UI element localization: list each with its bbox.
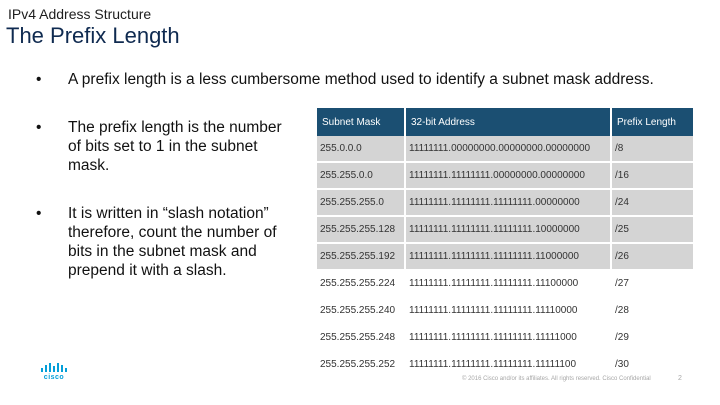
cell-subnet-mask: 255.255.255.224 <box>317 270 405 297</box>
cell-prefix-length: /8 <box>611 136 693 162</box>
cisco-bridge-icon <box>40 362 68 374</box>
cell-32-bit-address: 11111111.11111111.11111111.11000000 <box>405 243 611 270</box>
page-number: 2 <box>678 375 682 382</box>
cell-prefix-length: /30 <box>611 351 693 378</box>
cell-32-bit-address: 11111111.11111111.00000000.00000000 <box>405 162 611 189</box>
bullet-item <box>36 70 696 89</box>
table-row <box>317 189 693 216</box>
cell-32-bit-address: 11111111.11111111.11111111.10000000 <box>405 216 611 243</box>
cell-subnet-mask: 255.255.255.128 <box>317 216 405 243</box>
cell-32-bit-address: 11111111.11111111.11111111.11111100 <box>405 351 611 378</box>
table-row <box>317 216 693 243</box>
cell-subnet-mask: 255.255.255.248 <box>317 324 405 351</box>
bullet-marker: • <box>36 119 42 136</box>
cell-prefix-length: /25 <box>611 216 693 243</box>
bullet-text: It is written in “slash notation” therefore, count the number of bits in the subnet mask and prepend it with a slash. <box>68 205 277 279</box>
bullet-item <box>36 204 298 280</box>
table-header-row <box>317 108 693 136</box>
slide-title: The Prefix Length <box>6 23 180 48</box>
cell-32-bit-address: 11111111.11111111.11111111.00000000 <box>405 189 611 216</box>
cell-prefix-length: /29 <box>611 324 693 351</box>
cisco-logo <box>40 362 68 386</box>
cell-32-bit-address: 11111111.11111111.11111111.11110000 <box>405 297 611 324</box>
cell-32-bit-address: 11111111.11111111.11111111.11111000 <box>405 324 611 351</box>
cell-subnet-mask: 255.255.255.252 <box>317 351 405 378</box>
cell-subnet-mask: 255.255.0.0 <box>317 162 405 189</box>
cell-subnet-mask: 255.255.255.0 <box>317 189 405 216</box>
cell-prefix-length: /28 <box>611 297 693 324</box>
cell-subnet-mask: 255.255.255.240 <box>317 297 405 324</box>
cell-prefix-length: /27 <box>611 270 693 297</box>
cell-prefix-length: /26 <box>611 243 693 270</box>
table-row <box>317 297 693 324</box>
table-row <box>317 270 693 297</box>
cell-32-bit-address: 11111111.11111111.11111111.11100000 <box>405 270 611 297</box>
column-header-32-bit-address: 32-bit Address <box>405 108 611 136</box>
table-row <box>317 351 693 378</box>
table-row <box>317 136 693 162</box>
cell-prefix-length: /24 <box>611 189 693 216</box>
bullet-text: The prefix length is the number of bits set to 1 in the subnet mask. <box>68 119 282 174</box>
copyright-notice: © 2016 Cisco and/or its affiliates. All rights reserved. Cisco Confidential <box>462 376 651 382</box>
column-header-subnet-mask: Subnet Mask <box>317 108 405 136</box>
bullet-item <box>36 118 298 175</box>
prefix-length-table <box>317 108 693 379</box>
table-row <box>317 243 693 270</box>
cell-subnet-mask: 255.0.0.0 <box>317 136 405 162</box>
cisco-wordmark: cisco <box>43 374 65 381</box>
column-header-prefix-length: Prefix Length <box>611 108 693 136</box>
bullet-marker: • <box>36 71 42 88</box>
table-row <box>317 162 693 189</box>
slide-kicker: IPv4 Address Structure <box>8 6 152 22</box>
table-row <box>317 324 693 351</box>
bullet-text: A prefix length is a less cumbersome method used to identify a subnet mask address. <box>68 71 654 88</box>
cell-subnet-mask: 255.255.255.192 <box>317 243 405 270</box>
cell-prefix-length: /16 <box>611 162 693 189</box>
cell-32-bit-address: 11111111.00000000.00000000.00000000 <box>405 136 611 162</box>
bullet-marker: • <box>36 205 42 222</box>
